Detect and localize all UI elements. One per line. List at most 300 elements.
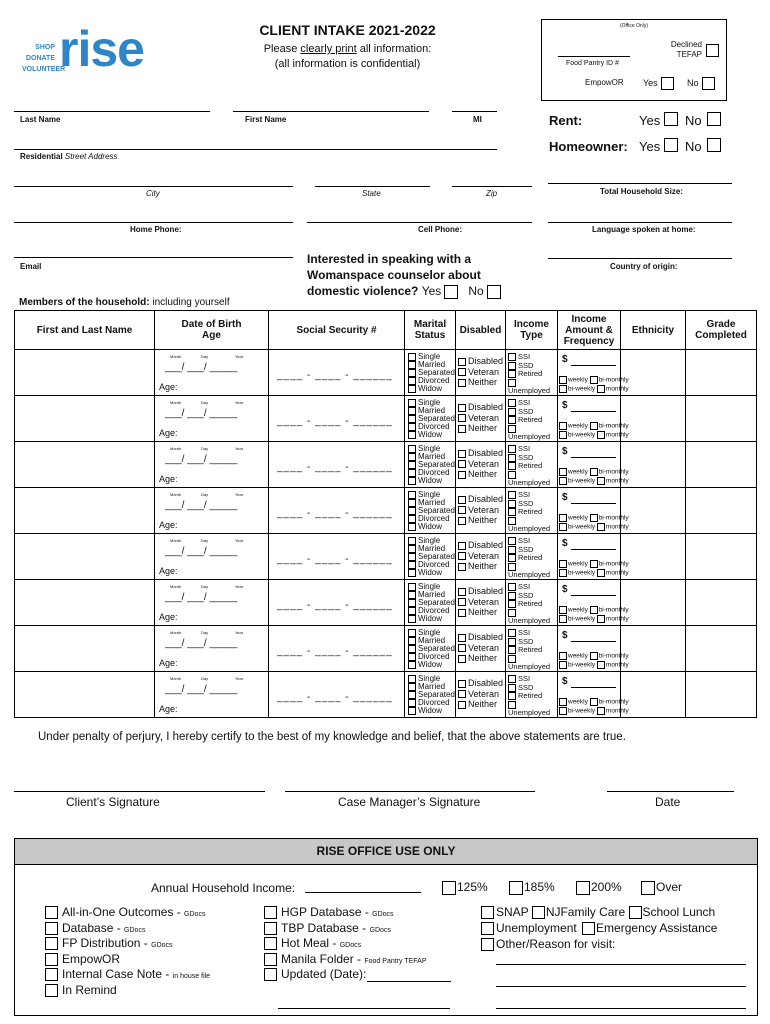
ethnicity-cell[interactable] bbox=[621, 534, 686, 580]
income-option[interactable] bbox=[508, 462, 557, 471]
ssn-cell[interactable]: ____ - ____ - ______ bbox=[269, 580, 405, 626]
disabled-checkbox[interactable] bbox=[458, 379, 466, 387]
freq-monthly-checkbox[interactable] bbox=[597, 615, 605, 623]
income-checkbox[interactable] bbox=[508, 508, 516, 516]
marital-option[interactable] bbox=[408, 523, 455, 531]
disabled-checkbox[interactable] bbox=[458, 563, 466, 571]
member-name-cell[interactable] bbox=[15, 534, 155, 580]
disabled-option[interactable] bbox=[458, 632, 503, 643]
case-manager-signature-label: Case Manager’s Signature bbox=[338, 795, 481, 809]
disabled-option[interactable] bbox=[458, 699, 503, 710]
marital-option[interactable] bbox=[408, 707, 455, 715]
marital-checkbox[interactable] bbox=[408, 423, 416, 431]
disabled-option[interactable] bbox=[458, 413, 503, 424]
freq-monthly-checkbox[interactable] bbox=[597, 707, 605, 715]
income-option[interactable] bbox=[508, 563, 557, 580]
income-option[interactable] bbox=[508, 692, 557, 701]
office-col1-checkbox[interactable] bbox=[45, 906, 58, 919]
disabled-option[interactable] bbox=[458, 678, 503, 689]
freq-weekly-checkbox[interactable] bbox=[559, 514, 567, 522]
income-checkbox[interactable] bbox=[508, 454, 516, 462]
freq-weekly-checkbox[interactable] bbox=[559, 652, 567, 660]
office-col2-checkbox[interactable] bbox=[264, 922, 277, 935]
marital-option[interactable] bbox=[408, 477, 455, 485]
ethnicity-cell[interactable] bbox=[621, 488, 686, 534]
disabled-option[interactable] bbox=[458, 367, 503, 378]
marital-checkbox[interactable] bbox=[408, 591, 416, 599]
date-line[interactable] bbox=[607, 791, 734, 792]
income-amount-cell[interactable]: $ weekly bi-monthly bi-weekly monthly bbox=[558, 580, 621, 626]
rent-no-checkbox[interactable] bbox=[707, 112, 721, 126]
marital-checkbox[interactable] bbox=[408, 377, 416, 385]
case-manager-signature-line[interactable] bbox=[285, 791, 535, 792]
disabled-checkbox[interactable] bbox=[458, 701, 466, 709]
disabled-checkbox[interactable] bbox=[458, 588, 466, 596]
email-line[interactable] bbox=[14, 257, 293, 258]
income-option[interactable] bbox=[508, 517, 557, 534]
freq-biweekly-checkbox[interactable] bbox=[559, 615, 567, 623]
disabled-checkbox[interactable] bbox=[458, 634, 466, 642]
member-name-cell[interactable] bbox=[15, 396, 155, 442]
marital-checkbox[interactable] bbox=[408, 477, 416, 485]
office-col2-item[interactable] bbox=[264, 952, 427, 966]
marital-cell bbox=[405, 488, 456, 534]
income-option[interactable] bbox=[508, 416, 557, 425]
grade-cell[interactable] bbox=[686, 580, 757, 626]
marital-checkbox[interactable] bbox=[408, 453, 416, 461]
income-option[interactable] bbox=[508, 554, 557, 563]
income-checkbox[interactable] bbox=[508, 537, 516, 545]
marital-checkbox[interactable] bbox=[408, 707, 416, 715]
disabled-option[interactable] bbox=[458, 586, 503, 597]
empowor-no-checkbox[interactable] bbox=[702, 77, 715, 90]
household-size-line[interactable] bbox=[548, 183, 732, 184]
homeowner-no-checkbox[interactable] bbox=[707, 138, 721, 152]
freq-weekly-checkbox[interactable] bbox=[559, 422, 567, 430]
income-checkbox[interactable] bbox=[508, 353, 516, 361]
disabled-checkbox[interactable] bbox=[458, 517, 466, 525]
disabled-option[interactable] bbox=[458, 356, 503, 367]
disabled-option[interactable] bbox=[458, 459, 503, 470]
income-checkbox[interactable] bbox=[508, 592, 516, 600]
income-option[interactable] bbox=[508, 379, 557, 396]
member-name-cell[interactable] bbox=[15, 626, 155, 672]
marital-checkbox[interactable] bbox=[408, 561, 416, 569]
freq-biweekly-checkbox[interactable] bbox=[559, 431, 567, 439]
income-option[interactable] bbox=[508, 508, 557, 517]
njfamilycare-checkbox[interactable] bbox=[532, 906, 545, 919]
language-line[interactable] bbox=[548, 222, 732, 223]
last-name-label: Last Name bbox=[20, 115, 61, 124]
income-option[interactable] bbox=[508, 600, 557, 609]
reason-line-3[interactable] bbox=[496, 1008, 746, 1009]
freq-weekly-checkbox[interactable] bbox=[559, 560, 567, 568]
disabled-checkbox[interactable] bbox=[458, 680, 466, 688]
freq-biweekly-checkbox[interactable] bbox=[559, 569, 567, 577]
income-option[interactable] bbox=[508, 370, 557, 379]
marital-option[interactable] bbox=[408, 661, 455, 669]
freq-monthly-checkbox[interactable] bbox=[597, 477, 605, 485]
disabled-option[interactable] bbox=[458, 494, 503, 505]
income-amount-cell[interactable]: $ weekly bi-monthly bi-weekly monthly bbox=[558, 350, 621, 396]
updated-date-line[interactable] bbox=[367, 981, 451, 982]
ethnicity-cell[interactable] bbox=[621, 396, 686, 442]
income-amount-cell[interactable]: $ weekly bi-monthly bi-weekly monthly bbox=[558, 534, 621, 580]
marital-checkbox[interactable] bbox=[408, 537, 416, 545]
marital-checkbox[interactable] bbox=[408, 675, 416, 683]
table-row bbox=[15, 442, 757, 488]
office-col2-checkbox[interactable] bbox=[264, 937, 277, 950]
freq-monthly-checkbox[interactable] bbox=[597, 523, 605, 531]
office-col1-checkbox[interactable] bbox=[45, 968, 58, 981]
cell-phone-line[interactable] bbox=[307, 222, 532, 223]
marital-checkbox[interactable] bbox=[408, 553, 416, 561]
marital-checkbox[interactable] bbox=[408, 615, 416, 623]
freq-monthly-checkbox[interactable] bbox=[597, 661, 605, 669]
freq-bimonthly-checkbox[interactable] bbox=[590, 376, 598, 384]
income-checkbox[interactable] bbox=[508, 399, 516, 407]
marital-checkbox[interactable] bbox=[408, 515, 416, 523]
marital-checkbox[interactable] bbox=[408, 445, 416, 453]
marital-checkbox[interactable] bbox=[408, 645, 416, 653]
freq-bimonthly-checkbox[interactable] bbox=[590, 560, 598, 568]
grade-cell[interactable] bbox=[686, 396, 757, 442]
disabled-checkbox[interactable] bbox=[458, 425, 466, 433]
office-col2-checkbox[interactable] bbox=[264, 968, 277, 981]
ethnicity-cell[interactable] bbox=[621, 580, 686, 626]
marital-option-label: Widow bbox=[418, 522, 443, 532]
freq-bimonthly-checkbox[interactable] bbox=[590, 606, 598, 614]
disabled-option[interactable] bbox=[458, 377, 503, 388]
logo-tagline-volunteer: VOLUNTEER bbox=[22, 66, 66, 73]
freq-biweekly-checkbox[interactable] bbox=[559, 385, 567, 393]
office-col2-item[interactable] bbox=[264, 967, 366, 981]
ssn-cell[interactable]: ____ - ____ - ______ bbox=[269, 672, 405, 718]
marital-checkbox[interactable] bbox=[408, 583, 416, 591]
disabled-option[interactable] bbox=[458, 540, 503, 551]
disabled-checkbox[interactable] bbox=[458, 552, 466, 560]
income-checkbox[interactable] bbox=[508, 638, 516, 646]
food-pantry-id-line[interactable] bbox=[558, 56, 630, 57]
income-amount-cell[interactable]: $ weekly bi-monthly bi-weekly monthly bbox=[558, 488, 621, 534]
snap-checkbox[interactable] bbox=[481, 906, 494, 919]
income-checkbox[interactable] bbox=[508, 554, 516, 562]
grade-cell[interactable] bbox=[686, 626, 757, 672]
disabled-checkbox[interactable] bbox=[458, 609, 466, 617]
office-col2-checkbox[interactable] bbox=[264, 953, 277, 966]
disabled-option[interactable] bbox=[458, 653, 503, 664]
disabled-option[interactable] bbox=[458, 515, 503, 526]
pct-185-checkbox[interactable] bbox=[509, 881, 523, 895]
freq-monthly-checkbox[interactable] bbox=[597, 431, 605, 439]
income-checkbox[interactable] bbox=[508, 500, 516, 508]
dob-cell[interactable]: Month Day Year ___/ ___/ _____ Age: bbox=[155, 396, 269, 442]
freq-biweekly-checkbox[interactable] bbox=[559, 661, 567, 669]
income-option[interactable] bbox=[508, 701, 557, 718]
header-income-type: Income Type bbox=[506, 311, 558, 350]
tefap-label: TEFAP bbox=[676, 50, 702, 59]
pct-200-checkbox[interactable] bbox=[576, 881, 590, 895]
rent-yes-checkbox[interactable] bbox=[664, 112, 678, 126]
grade-cell[interactable] bbox=[686, 350, 757, 396]
marital-checkbox[interactable] bbox=[408, 407, 416, 415]
income-amount-cell[interactable]: $ weekly bi-monthly bi-weekly monthly bbox=[558, 442, 621, 488]
ssn-cell[interactable]: ____ - ____ - ______ bbox=[269, 350, 405, 396]
city-line[interactable] bbox=[14, 186, 293, 187]
marital-checkbox[interactable] bbox=[408, 461, 416, 469]
dob-cell[interactable]: Month Day Year ___/ ___/ _____ Age: bbox=[155, 534, 269, 580]
office-col1-item[interactable] bbox=[45, 952, 120, 966]
dob-cell[interactable]: Month Day Year ___/ ___/ _____ Age: bbox=[155, 626, 269, 672]
office-col2-item[interactable] bbox=[264, 905, 394, 919]
income-checkbox[interactable] bbox=[508, 675, 516, 683]
member-name-cell[interactable] bbox=[15, 442, 155, 488]
homeowner-yes-checkbox[interactable] bbox=[664, 138, 678, 152]
freq-bimonthly-checkbox[interactable] bbox=[590, 422, 598, 430]
declined-tefap-checkbox[interactable] bbox=[706, 44, 719, 57]
disabled-checkbox[interactable] bbox=[458, 404, 466, 412]
disabled-checkbox[interactable] bbox=[458, 598, 466, 606]
office-col1-checkbox[interactable] bbox=[45, 922, 58, 935]
freq-monthly-checkbox[interactable] bbox=[597, 385, 605, 393]
freq-weekly-checkbox[interactable] bbox=[559, 698, 567, 706]
disabled-option[interactable] bbox=[458, 402, 503, 413]
empowor-no-label: No bbox=[687, 77, 699, 88]
marital-checkbox[interactable] bbox=[408, 607, 416, 615]
emergency-assistance-checkbox[interactable] bbox=[582, 922, 595, 935]
marital-checkbox[interactable] bbox=[408, 569, 416, 577]
pct-125-checkbox[interactable] bbox=[442, 881, 456, 895]
annual-income-line[interactable] bbox=[305, 892, 421, 893]
marital-checkbox[interactable] bbox=[408, 369, 416, 377]
income-option[interactable] bbox=[508, 646, 557, 655]
dv-yes-checkbox[interactable] bbox=[444, 285, 458, 299]
income-amount-cell[interactable]: $ weekly bi-monthly bi-weekly monthly bbox=[558, 396, 621, 442]
income-option[interactable] bbox=[508, 609, 557, 626]
income-checkbox[interactable] bbox=[508, 600, 516, 608]
office-col1-item[interactable] bbox=[45, 921, 145, 935]
dob-cell[interactable]: Month Day Year ___/ ___/ _____ Age: bbox=[155, 488, 269, 534]
income-checkbox[interactable] bbox=[508, 408, 516, 416]
reason-line-1[interactable] bbox=[496, 964, 746, 965]
income-option[interactable] bbox=[508, 655, 557, 672]
marital-option[interactable] bbox=[408, 431, 455, 439]
street-address-line[interactable] bbox=[14, 149, 497, 150]
marital-option[interactable] bbox=[408, 615, 455, 623]
reason-line-2[interactable] bbox=[496, 986, 746, 987]
country-line[interactable] bbox=[548, 258, 732, 259]
marital-option-label: Widow bbox=[418, 430, 443, 440]
marital-option-label: Married bbox=[418, 406, 446, 416]
pct-over-checkbox[interactable] bbox=[641, 881, 655, 895]
marital-option-label: Separated bbox=[418, 690, 455, 700]
freq-weekly-checkbox[interactable] bbox=[559, 606, 567, 614]
marital-checkbox[interactable] bbox=[408, 691, 416, 699]
marital-checkbox[interactable] bbox=[408, 399, 416, 407]
disabled-checkbox[interactable] bbox=[458, 450, 466, 458]
grade-cell[interactable] bbox=[686, 488, 757, 534]
office-col1-item[interactable] bbox=[45, 905, 205, 919]
freq-biweekly-checkbox[interactable] bbox=[559, 523, 567, 531]
unemployment-checkbox[interactable] bbox=[481, 922, 494, 935]
disabled-option[interactable] bbox=[458, 423, 503, 434]
disabled-option[interactable] bbox=[458, 505, 503, 516]
marital-checkbox[interactable] bbox=[408, 469, 416, 477]
disabled-option[interactable] bbox=[458, 561, 503, 572]
disabled-checkbox[interactable] bbox=[458, 542, 466, 550]
disabled-checkbox[interactable] bbox=[458, 690, 466, 698]
marital-checkbox[interactable] bbox=[408, 361, 416, 369]
mi-label: MI bbox=[473, 115, 482, 124]
income-amount-cell[interactable]: $ weekly bi-monthly bi-weekly monthly bbox=[558, 672, 621, 718]
member-name-cell[interactable] bbox=[15, 350, 155, 396]
ssn-cell[interactable]: ____ - ____ - ______ bbox=[269, 626, 405, 672]
dob-cell[interactable]: Month Day Year ___/ ___/ _____ Age: bbox=[155, 580, 269, 626]
income-checkbox[interactable] bbox=[508, 362, 516, 370]
ssn-cell[interactable]: ____ - ____ - ______ bbox=[269, 534, 405, 580]
grade-cell[interactable] bbox=[686, 672, 757, 718]
updated-date-line-2[interactable] bbox=[278, 1008, 450, 1009]
home-phone-line[interactable] bbox=[14, 222, 293, 223]
mi-line[interactable] bbox=[452, 111, 497, 112]
income-option[interactable] bbox=[508, 425, 557, 442]
empowor-yes-checkbox[interactable] bbox=[661, 77, 674, 90]
marital-checkbox[interactable] bbox=[408, 353, 416, 361]
marital-checkbox[interactable] bbox=[408, 491, 416, 499]
ssn-cell[interactable]: ____ - ____ - ______ bbox=[269, 488, 405, 534]
marital-checkbox[interactable] bbox=[408, 637, 416, 645]
marital-cell bbox=[405, 396, 456, 442]
member-name-cell[interactable] bbox=[15, 580, 155, 626]
dob-cell[interactable]: Month Day Year ___/ ___/ _____ Age: bbox=[155, 350, 269, 396]
disabled-option[interactable] bbox=[458, 448, 503, 459]
school-lunch-checkbox[interactable] bbox=[629, 906, 642, 919]
marital-checkbox[interactable] bbox=[408, 415, 416, 423]
marital-option[interactable] bbox=[408, 385, 455, 393]
marital-checkbox[interactable] bbox=[408, 629, 416, 637]
marital-checkbox[interactable] bbox=[408, 683, 416, 691]
marital-checkbox[interactable] bbox=[408, 431, 416, 439]
disabled-checkbox[interactable] bbox=[458, 358, 466, 366]
income-option-label: Unemployed bbox=[508, 616, 551, 625]
disabled-option[interactable] bbox=[458, 469, 503, 480]
office-col2-checkbox[interactable] bbox=[264, 906, 277, 919]
disabled-option[interactable] bbox=[458, 643, 503, 654]
marital-checkbox[interactable] bbox=[408, 545, 416, 553]
marital-checkbox[interactable] bbox=[408, 507, 416, 515]
marital-checkbox[interactable] bbox=[408, 661, 416, 669]
marital-checkbox[interactable] bbox=[408, 499, 416, 507]
income-checkbox[interactable] bbox=[508, 491, 516, 499]
freq-monthly-checkbox[interactable] bbox=[597, 569, 605, 577]
disabled-option[interactable] bbox=[458, 551, 503, 562]
disabled-checkbox[interactable] bbox=[458, 414, 466, 422]
dv-no-checkbox[interactable] bbox=[487, 285, 501, 299]
member-name-cell[interactable] bbox=[15, 672, 155, 718]
disabled-option[interactable] bbox=[458, 597, 503, 608]
ethnicity-cell[interactable] bbox=[621, 626, 686, 672]
ssn-cell[interactable]: ____ - ____ - ______ bbox=[269, 442, 405, 488]
income-checkbox[interactable] bbox=[508, 692, 516, 700]
income-amount-cell[interactable]: $ weekly bi-monthly bi-weekly monthly bbox=[558, 626, 621, 672]
state-line[interactable] bbox=[315, 186, 430, 187]
income-checkbox[interactable] bbox=[508, 462, 516, 470]
marital-option-label: Married bbox=[418, 452, 446, 462]
office-col1-checkbox[interactable] bbox=[45, 984, 58, 997]
disabled-checkbox[interactable] bbox=[458, 460, 466, 468]
disabled-option-label: Neither bbox=[468, 469, 498, 479]
income-checkbox[interactable] bbox=[508, 546, 516, 554]
income-option[interactable] bbox=[508, 471, 557, 488]
income-checkbox[interactable] bbox=[508, 416, 516, 424]
disabled-checkbox[interactable] bbox=[458, 496, 466, 504]
freq-bimonthly-checkbox[interactable] bbox=[590, 514, 598, 522]
member-name-cell[interactable] bbox=[15, 488, 155, 534]
income-checkbox[interactable] bbox=[508, 370, 516, 378]
freq-biweekly-checkbox[interactable] bbox=[559, 707, 567, 715]
disabled-checkbox[interactable] bbox=[458, 644, 466, 652]
ethnicity-cell[interactable] bbox=[621, 672, 686, 718]
office-col1-item[interactable] bbox=[45, 967, 210, 981]
freq-bimonthly-checkbox[interactable] bbox=[590, 698, 598, 706]
freq-bimonthly-checkbox[interactable] bbox=[590, 652, 598, 660]
marital-checkbox[interactable] bbox=[408, 653, 416, 661]
freq-weekly-checkbox[interactable] bbox=[559, 376, 567, 384]
date-label: Date bbox=[655, 795, 681, 809]
last-name-line[interactable] bbox=[14, 111, 210, 112]
office-col1-checkbox[interactable] bbox=[45, 937, 58, 950]
grade-cell[interactable] bbox=[686, 534, 757, 580]
ethnicity-cell[interactable] bbox=[621, 442, 686, 488]
dob-cell[interactable]: Month Day Year ___/ ___/ _____ Age: bbox=[155, 672, 269, 718]
disabled-checkbox[interactable] bbox=[458, 368, 466, 376]
disabled-option[interactable] bbox=[458, 689, 503, 700]
marital-checkbox[interactable] bbox=[408, 599, 416, 607]
office-col2-item[interactable] bbox=[264, 921, 391, 935]
office-col1-item[interactable] bbox=[45, 983, 117, 997]
freq-weekly-checkbox[interactable] bbox=[559, 468, 567, 476]
income-checkbox[interactable] bbox=[508, 684, 516, 692]
income-checkbox[interactable] bbox=[508, 445, 516, 453]
freq-biweekly-checkbox[interactable] bbox=[559, 477, 567, 485]
dob-cell[interactable]: Month Day Year ___/ ___/ _____ Age: bbox=[155, 442, 269, 488]
disabled-checkbox[interactable] bbox=[458, 506, 466, 514]
marital-checkbox[interactable] bbox=[408, 385, 416, 393]
zip-line[interactable] bbox=[452, 186, 532, 187]
marital-checkbox[interactable] bbox=[408, 699, 416, 707]
disabled-checkbox[interactable] bbox=[458, 655, 466, 663]
office-col1-checkbox[interactable] bbox=[45, 953, 58, 966]
office-col1-item[interactable] bbox=[45, 936, 173, 950]
disabled-checkbox[interactable] bbox=[458, 471, 466, 479]
ethnicity-cell[interactable] bbox=[621, 350, 686, 396]
disabled-cell bbox=[456, 350, 506, 396]
income-checkbox[interactable] bbox=[508, 629, 516, 637]
client-signature-line[interactable] bbox=[14, 791, 265, 792]
first-name-line[interactable] bbox=[233, 111, 429, 112]
marital-option-label: Divorced bbox=[418, 514, 450, 524]
disabled-option[interactable] bbox=[458, 607, 503, 618]
office-col2-item[interactable] bbox=[264, 936, 361, 950]
freq-bimonthly-checkbox[interactable] bbox=[590, 468, 598, 476]
grade-cell[interactable] bbox=[686, 442, 757, 488]
other-reason-checkbox[interactable] bbox=[481, 938, 494, 951]
income-checkbox[interactable] bbox=[508, 583, 516, 591]
marital-option[interactable] bbox=[408, 569, 455, 577]
marital-checkbox[interactable] bbox=[408, 523, 416, 531]
income-checkbox[interactable] bbox=[508, 646, 516, 654]
ssn-cell[interactable]: ____ - ____ - ______ bbox=[269, 396, 405, 442]
